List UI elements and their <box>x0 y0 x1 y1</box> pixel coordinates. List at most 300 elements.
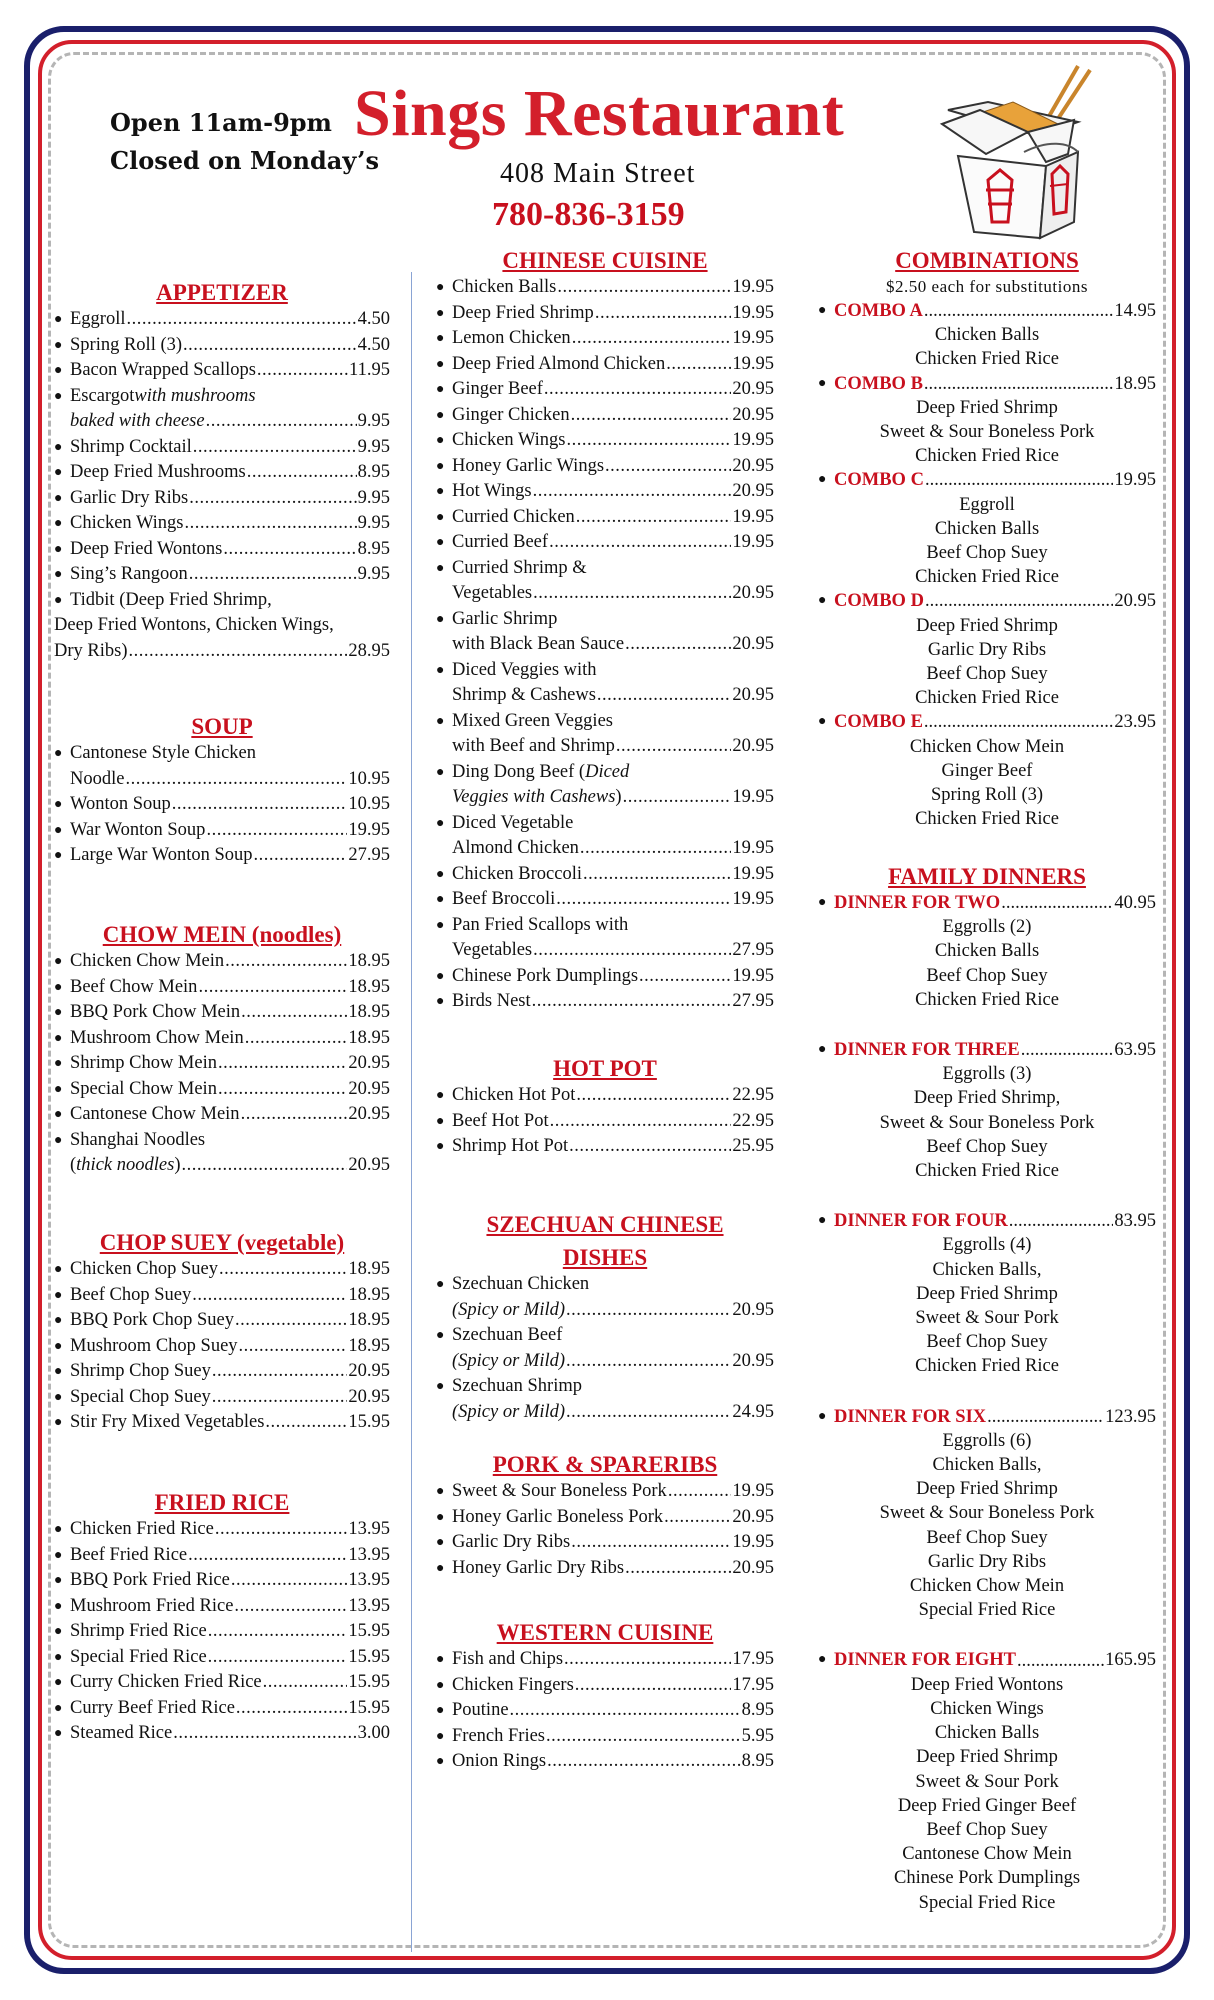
bullet: ● <box>54 490 63 506</box>
combo-line: Sweet & Sour Pork <box>915 1771 1059 1792</box>
item-price: 20.95 <box>732 1299 774 1320</box>
bullet: ● <box>818 593 827 609</box>
dot-leader <box>235 1308 347 1334</box>
menu-item <box>436 1673 774 1699</box>
bullet: ● <box>436 509 445 525</box>
substitution-note: $2.50 each for substitutions <box>886 277 1088 296</box>
bullet: ● <box>436 1484 445 1499</box>
appetizer-title: APPETIZER <box>156 280 288 305</box>
menu-item <box>54 1257 390 1283</box>
item-price: 11.95 <box>349 360 390 380</box>
item-price: 17.95 <box>732 1649 774 1669</box>
combo-line: Beef Chop Suey <box>926 965 1048 986</box>
combo-block <box>818 1209 1156 1378</box>
combo-line: Deep Fried Shrimp <box>916 1747 1058 1768</box>
menu-item <box>436 989 774 1015</box>
item-name: Sweet & Sour Boneless Pork <box>452 1481 667 1501</box>
item-name: Beef Broccoli <box>452 889 556 909</box>
bullet: ● <box>54 1522 63 1537</box>
bullet: ● <box>436 1560 445 1576</box>
bullet: ● <box>436 305 445 321</box>
bullet: ● <box>54 1573 63 1588</box>
dot-leader <box>219 1257 347 1283</box>
menu-item <box>54 1308 390 1334</box>
dot-leader <box>668 1479 732 1505</box>
item-name: Honey Garlic Wings <box>452 455 605 476</box>
combo-line: Beef Chop Suey <box>926 1527 1048 1548</box>
item-price: 19.95 <box>732 889 774 909</box>
combo-block <box>818 1648 1156 1914</box>
bullet: ● <box>54 363 63 378</box>
menu-item <box>54 435 390 461</box>
bullet: ● <box>54 1415 63 1430</box>
bullet: ● <box>54 979 63 995</box>
item-name: Eggroll <box>70 309 126 329</box>
menu-item: ● Pan Fried Scallops with Vegetables ..... 27.95 <box>436 913 774 964</box>
family-dinners-title: FAMILY DINNERS <box>888 864 1086 889</box>
item-name: Stir Fry Mixed Vegetables <box>70 1412 265 1432</box>
item-price: 9.95 <box>357 436 390 457</box>
item-name: Beef Chow Mein <box>70 976 198 997</box>
menu-item <box>436 1505 774 1531</box>
item-name: Chinese Pork Dumplings <box>452 965 639 986</box>
bullet: ● <box>54 312 63 327</box>
combo-header <box>818 1038 1156 1062</box>
menu-item <box>54 1670 390 1696</box>
dot-leader <box>239 1334 348 1360</box>
item-price: 9.95 <box>357 487 390 508</box>
menu-item <box>436 1083 774 1109</box>
combo-price: 40.95 <box>1114 893 1156 913</box>
combo-line: Eggroll <box>959 494 1015 515</box>
item-price: 20.95 <box>348 1053 390 1073</box>
combo-price: 20.95 <box>1114 591 1156 612</box>
bullet: ● <box>818 375 827 391</box>
bullet: ● <box>54 1338 63 1354</box>
takeout-box-icon <box>928 62 1098 242</box>
dot-leader <box>569 1134 731 1160</box>
item-price: 20.95 <box>732 481 774 501</box>
bullet: ● <box>436 866 445 882</box>
dot-leader <box>925 589 1113 613</box>
item-price: 25.95 <box>732 1136 774 1156</box>
combo-line: Deep Fried Shrimp <box>916 1283 1058 1304</box>
item-name: Beef Hot Pot <box>452 1110 549 1131</box>
item-price: 20.95 <box>348 1361 390 1381</box>
item-name: Deep Fried Wontons <box>70 538 223 559</box>
combo-line: Chicken Fried Rice <box>915 1356 1059 1377</box>
combo-block <box>818 891 1156 1012</box>
combo-block <box>818 299 1156 372</box>
item-name: Shrimp Chop Suey <box>70 1361 211 1381</box>
phone-number: 780-836-3159 <box>492 196 685 233</box>
combo-line: Garlic Dry Ribs <box>927 1551 1047 1572</box>
szechuan-title-line2: DISHES <box>562 1245 648 1270</box>
menu-item <box>436 862 774 888</box>
menu-item <box>54 1051 390 1077</box>
item-price: 19.95 <box>732 863 774 884</box>
dot-leader <box>231 1568 348 1594</box>
bullet: ● <box>54 1700 63 1716</box>
menu-item <box>54 843 390 869</box>
bullet: ● <box>54 1598 63 1614</box>
combo-header <box>818 1405 1156 1429</box>
chop-suey-title: CHOP SUEY (vegetable) <box>99 1230 345 1255</box>
bullet: ● <box>54 1364 63 1379</box>
western-cuisine-section <box>436 1618 774 1775</box>
combo-header <box>818 710 1156 734</box>
combo-line: Chicken Fried Rice <box>915 446 1059 467</box>
item-price: 10.95 <box>348 794 390 814</box>
menu-item <box>54 1026 390 1052</box>
dot-leader <box>575 1673 732 1699</box>
item-price: 24.95 <box>732 1401 774 1422</box>
dot-leader <box>1017 1649 1104 1673</box>
item-price: 20.95 <box>732 1350 774 1371</box>
item-price: 19.95 <box>732 1481 774 1501</box>
dot-leader <box>225 949 347 975</box>
dot-leader <box>236 1696 347 1722</box>
item-name: Chicken Balls <box>452 277 557 297</box>
combo-block <box>818 468 1156 589</box>
bullet: ● <box>436 1113 445 1129</box>
menu-item <box>54 1517 390 1543</box>
bullet: ● <box>436 356 445 372</box>
dot-leader <box>571 1530 731 1556</box>
pork-spareribs-section <box>436 1450 774 1581</box>
item-price: 15.95 <box>348 1646 390 1667</box>
dot-leader <box>666 352 731 378</box>
combo-price: 14.95 <box>1114 301 1156 321</box>
dot-leader <box>215 1517 348 1543</box>
chop-suey-section <box>54 1228 390 1436</box>
appetizer-section <box>54 278 390 664</box>
item-name: Curried Beef <box>452 532 549 552</box>
dot-leader <box>241 1102 348 1128</box>
item-price: 18.95 <box>348 951 390 971</box>
bullet: ● <box>54 954 63 969</box>
menu-item <box>54 1334 390 1360</box>
dot-leader <box>198 975 347 1001</box>
combo-line: Eggrolls (4) <box>942 1235 1032 1256</box>
item-name: Birds Nest <box>452 991 531 1011</box>
combo-name: COMBO B <box>834 373 923 394</box>
item-name: Special Chow Mein <box>70 1078 217 1099</box>
item-name: Szechuan Shrimp <box>452 1376 582 1396</box>
dot-leader <box>241 1000 347 1026</box>
item-name: Mushroom Chow Mein <box>70 1027 244 1048</box>
bullet: ● <box>54 1030 63 1046</box>
bullet: ● <box>436 1277 445 1292</box>
combo-name: COMBO A <box>834 301 923 321</box>
dot-leader <box>925 468 1113 492</box>
item-price: 19.95 <box>732 532 774 552</box>
item-price: 20.95 <box>732 1557 774 1578</box>
combo-price: 23.95 <box>1114 712 1156 733</box>
menu-item <box>54 486 390 512</box>
item-name: BBQ Pork Chow Mein <box>70 1002 241 1022</box>
dot-leader <box>576 1083 731 1109</box>
item-name: Chicken Wings <box>452 430 566 450</box>
combo-line: Deep Fried Shrimp <box>916 397 1058 418</box>
dot-leader <box>571 403 732 429</box>
item-name: Special Chop Suey <box>70 1386 211 1407</box>
hours-closed: Closed on Monday’s <box>110 146 380 175</box>
menu-item <box>54 1102 390 1128</box>
dot-leader <box>208 1619 348 1645</box>
item-name: Deep Fried Almond Chicken <box>452 353 666 374</box>
menu-item <box>54 511 390 537</box>
menu-item <box>54 358 390 384</box>
dot-leader <box>265 1410 347 1436</box>
bullet: ● <box>54 848 63 863</box>
bullet: ● <box>436 433 445 448</box>
menu-item <box>54 1696 390 1722</box>
menu-item <box>436 454 774 480</box>
menu-item: ● Curried Shrimp & Vegetables ..... 20.95 <box>436 556 774 607</box>
menu-item <box>54 562 390 588</box>
menu-item <box>54 1721 390 1747</box>
item-price: 19.95 <box>732 328 774 348</box>
bullet: ● <box>436 1088 445 1103</box>
dot-leader <box>206 818 347 844</box>
opening-hours <box>110 104 379 180</box>
item-price: 20.95 <box>732 455 774 476</box>
menu-item <box>54 307 390 333</box>
item-price: 13.95 <box>348 1519 390 1539</box>
bullet: ● <box>54 1107 63 1122</box>
pork-spareribs-title: PORK & SPARERIBS <box>492 1452 718 1477</box>
item-name: Shrimp Fried Rice <box>70 1621 207 1641</box>
bullet: ● <box>54 1675 63 1690</box>
dot-leader <box>218 1077 347 1103</box>
item-price: 4.50 <box>357 309 390 329</box>
szechuan-section <box>436 1210 774 1425</box>
menu-item <box>54 460 390 486</box>
item-name: Fish and Chips <box>452 1649 564 1669</box>
combo-name: DINNER FOR TWO <box>834 893 1001 913</box>
dot-leader <box>245 1026 348 1052</box>
chow-mein-title: CHOW MEIN (noodles) <box>102 922 342 947</box>
item-name: Hot Wings <box>452 481 532 501</box>
bullet: ● <box>54 1081 63 1097</box>
combo-line: Chicken Balls, <box>932 1259 1042 1280</box>
item-name: Curry Chicken Fried Rice <box>70 1672 262 1692</box>
combo-header <box>818 891 1156 915</box>
dot-leader <box>625 1556 731 1582</box>
item-name: Mushroom Chop Suey <box>70 1335 238 1356</box>
item-name: Chicken Wings <box>70 513 184 533</box>
item-price: 18.95 <box>348 1284 390 1305</box>
item-name: Special Fried Rice <box>70 1646 207 1667</box>
dot-leader <box>1009 1209 1114 1233</box>
szechuan-title-line1: SZECHUAN CHINESE <box>486 1212 724 1237</box>
bullet: ● <box>54 516 63 531</box>
dot-leader <box>664 1505 731 1531</box>
menu-item <box>436 1647 774 1673</box>
dot-leader <box>924 299 1113 323</box>
combo-line: Beef Chop Suey <box>926 1332 1048 1353</box>
item-name: Shrimp Chow Mein <box>70 1053 217 1073</box>
item-name: Wonton Soup <box>70 794 171 814</box>
menu-item <box>436 1109 774 1135</box>
bullet: ● <box>436 994 445 1009</box>
combo-header <box>818 1648 1156 1672</box>
menu-item <box>436 530 774 556</box>
item-price: 19.95 <box>732 353 774 374</box>
combo-line: Deep Fried Shrimp, <box>913 1088 1061 1109</box>
menu-item: ● Diced Veggies with Shrimp & Cashews ..... 20.95 <box>436 658 774 709</box>
item-price: 18.95 <box>348 1002 390 1022</box>
item-name: Chicken Broccoli <box>452 863 582 884</box>
dot-leader <box>924 372 1113 396</box>
menu-item <box>54 1543 390 1569</box>
bullet: ● <box>436 280 445 295</box>
item-price: 13.95 <box>348 1544 390 1565</box>
item-price: 19.95 <box>732 277 774 297</box>
bullet: ● <box>436 1509 445 1525</box>
menu-item <box>436 352 774 378</box>
item-price: 18.95 <box>348 1335 390 1356</box>
item-price: 20.95 <box>348 1104 390 1124</box>
bullet: ● <box>818 1652 827 1668</box>
item-note: (Spicy or Mild) <box>452 1299 566 1320</box>
item-name: Onion Rings <box>452 1751 547 1771</box>
bullet: ● <box>818 472 827 488</box>
item-name: Chicken Hot Pot <box>452 1085 576 1105</box>
bullet: ● <box>436 331 445 346</box>
combo-block <box>818 372 1156 469</box>
menu-item: ● Diced Vegetable Almond Chicken ..... 19.95 <box>436 811 774 862</box>
item-price: 8.95 <box>741 1751 774 1771</box>
combo-line: Chicken Fried Rice <box>915 989 1059 1010</box>
item-price: 15.95 <box>348 1672 390 1692</box>
dot-leader <box>605 454 731 480</box>
bullet: ● <box>54 567 63 582</box>
combo-line: Chicken Wings <box>930 1698 1044 1719</box>
menu-item <box>436 377 774 403</box>
soup-section <box>54 712 390 869</box>
item-price: 8.95 <box>741 1700 774 1720</box>
dot-leader <box>127 307 357 333</box>
combo-line: Cantonese Chow Mein <box>902 1844 1072 1865</box>
bullet: ● <box>54 439 63 455</box>
combo-block <box>818 1405 1156 1623</box>
combinations-section <box>818 246 1156 831</box>
item-name: French Fries <box>452 1725 545 1746</box>
menu-item <box>436 887 774 913</box>
bullet: ● <box>54 541 63 557</box>
menu-item <box>54 1077 390 1103</box>
bullet: ● <box>436 382 445 397</box>
dot-leader <box>234 1594 347 1620</box>
combo-line: Deep Fried Shrimp <box>916 615 1058 636</box>
item-name: BBQ Pork Fried Rice <box>70 1570 230 1590</box>
combo-line: Beef Chop Suey <box>926 543 1048 564</box>
menu-item: ● Escargot with mushrooms baked with cheese ..... 9.95 <box>54 384 390 435</box>
bullet: ● <box>436 458 445 474</box>
dot-leader <box>557 275 731 301</box>
menu-item <box>54 1385 390 1411</box>
item-price: 19.95 <box>732 302 774 323</box>
dot-leader <box>212 1385 348 1411</box>
dot-leader <box>1001 891 1113 915</box>
combo-line: Chicken Balls <box>934 1723 1040 1744</box>
item-name: BBQ Pork Chop Suey <box>70 1310 234 1330</box>
item-price: 8.95 <box>357 462 390 482</box>
combo-line: Chicken Fried Rice <box>915 809 1059 830</box>
combo-line: Sweet & Sour Boneless Pork <box>879 422 1095 443</box>
item-name: Ginger Chicken <box>452 404 570 425</box>
bullet: ● <box>818 1213 827 1229</box>
menu-item <box>54 537 390 563</box>
combo-line: Spring Roll (3) <box>930 785 1044 806</box>
item-name: Mushroom Fried Rice <box>70 1595 234 1616</box>
combo-price: 19.95 <box>1114 470 1156 491</box>
hot-pot-section <box>436 1054 774 1160</box>
item-name: Steamed Rice <box>70 1723 173 1743</box>
item-name: Garlic Dry Ribs <box>70 487 189 508</box>
item-price: 18.95 <box>348 976 390 997</box>
bullet: ● <box>436 535 445 550</box>
item-price: 15.95 <box>348 1697 390 1718</box>
bullet: ● <box>436 1677 445 1693</box>
dot-leader <box>1021 1038 1114 1062</box>
fried-rice-section <box>54 1488 390 1747</box>
menu-item: ● Tidbit (Deep Fried Shrimp, Deep Fried Wontons, Chicken Wings, Dry Ribs) ..... 28.95 <box>54 588 390 665</box>
combo-block <box>818 589 1156 710</box>
combo-line: Chicken Fried Rice <box>915 688 1059 709</box>
dot-leader <box>173 1721 356 1747</box>
bullet: ● <box>54 1624 63 1639</box>
combo-line: Beef Chop Suey <box>926 1136 1048 1157</box>
item-note: (Spicy or Mild) <box>452 1350 566 1371</box>
menu-item <box>54 818 390 844</box>
menu-item: ● Garlic Shrimp with Black Bean Sauce ..... 20.95 <box>436 607 774 658</box>
combo-name: DINNER FOR SIX <box>834 1406 987 1427</box>
menu-item <box>54 1410 390 1436</box>
item-name: Beef Chop Suey <box>70 1284 192 1305</box>
combo-line: Ginger Beef <box>941 760 1033 781</box>
combo-line: Chinese Pork Dumplings <box>893 1868 1081 1889</box>
item-name: Szechuan Chicken <box>452 1274 590 1294</box>
bullet: ● <box>436 968 445 984</box>
item-name: Szechuan Beef <box>452 1325 563 1345</box>
combo-header <box>818 589 1156 613</box>
combo-price: 123.95 <box>1105 1406 1156 1427</box>
menu-item <box>436 428 774 454</box>
menu-item <box>54 333 390 359</box>
bullet: ● <box>436 1728 445 1744</box>
item-price: 13.95 <box>348 1570 390 1590</box>
combo-name: DINNER FOR THREE <box>834 1040 1020 1061</box>
bullet: ● <box>436 484 445 499</box>
combo-line: Deep Fried Wontons <box>910 1674 1064 1695</box>
menu-item <box>436 1323 774 1374</box>
bullet: ● <box>54 1313 63 1328</box>
item-price: 19.95 <box>732 1532 774 1552</box>
combo-line: Beef Chop Suey <box>926 1819 1048 1840</box>
bullet: ● <box>54 1547 63 1563</box>
menu-item <box>54 1359 390 1385</box>
combo-line: Eggrolls (6) <box>942 1430 1032 1451</box>
item-name: Honey Garlic Boneless Pork <box>452 1506 664 1527</box>
dot-leader <box>595 301 732 327</box>
bullet: ● <box>54 1262 63 1277</box>
soup-title: SOUP <box>191 714 253 739</box>
menu-item <box>436 505 774 531</box>
combo-line: Chicken Balls <box>934 325 1040 346</box>
